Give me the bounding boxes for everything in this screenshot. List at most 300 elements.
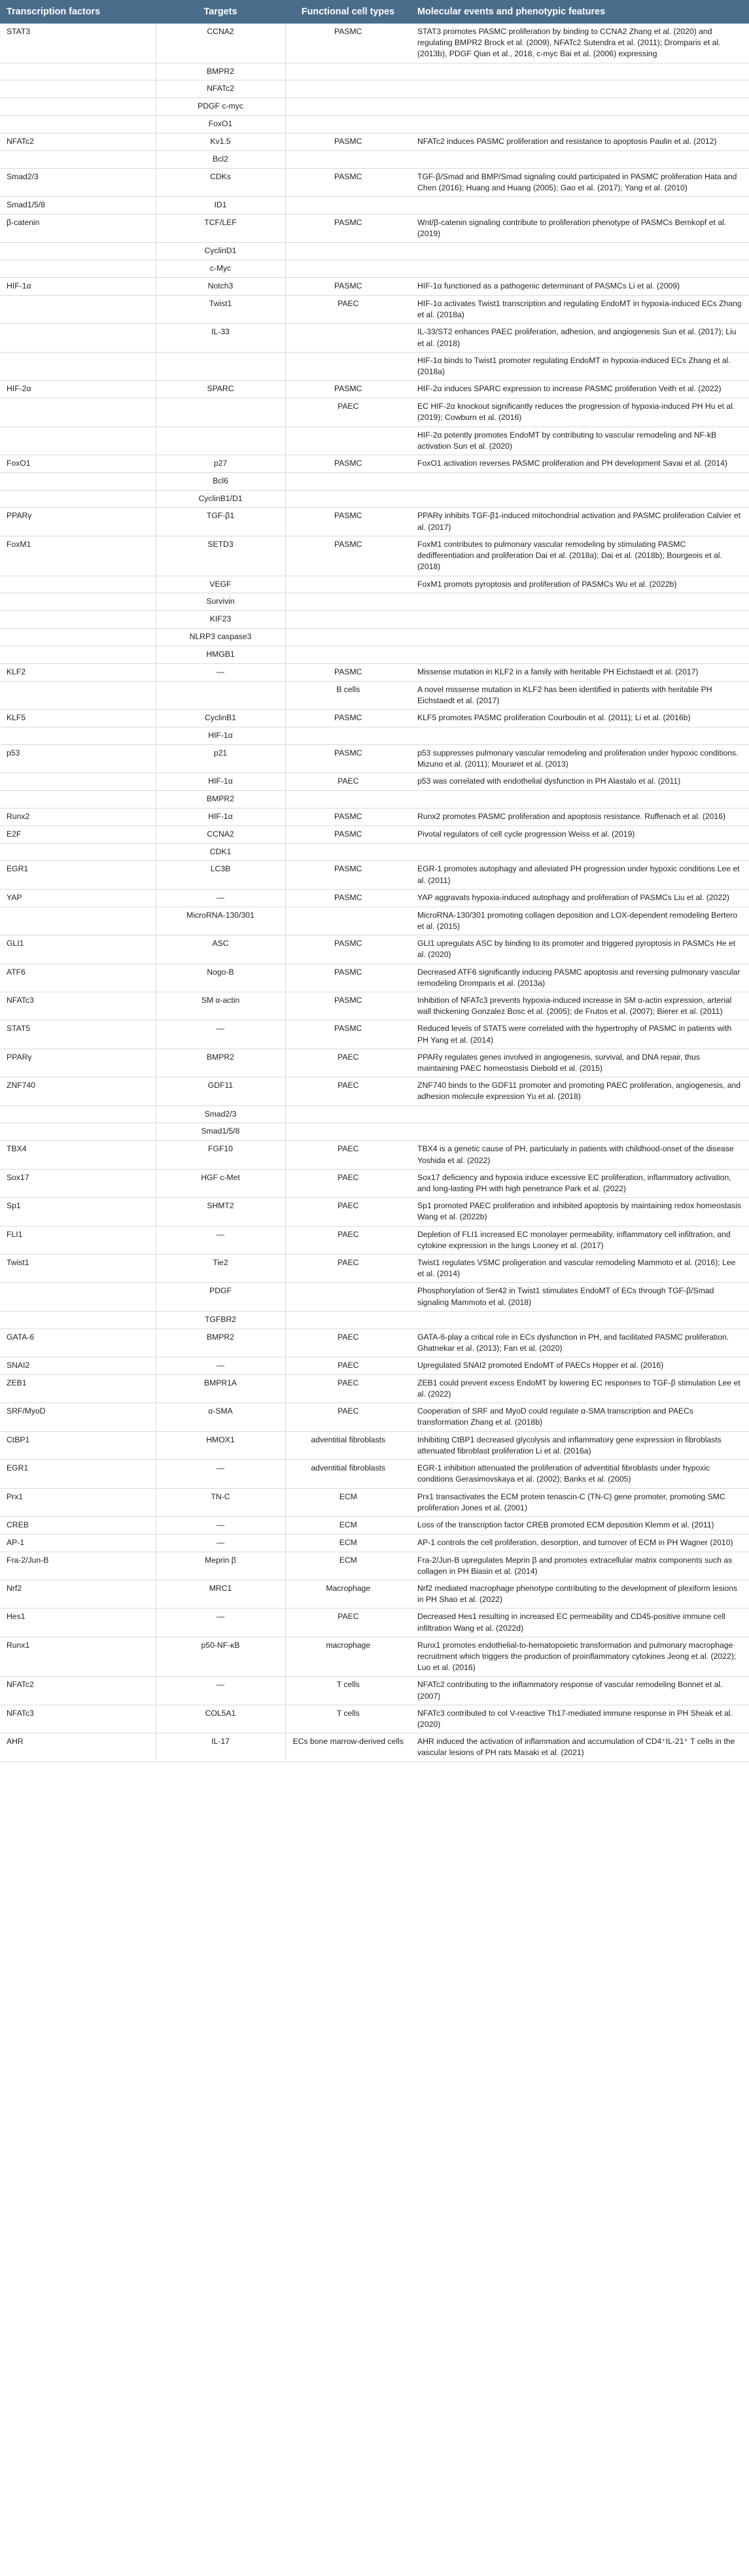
cell-functional-cell-type: PASMC [285, 889, 411, 907]
cell-transcription-factor: NFATc3 [0, 1705, 156, 1733]
table-row [0, 455, 749, 472]
cell-target: BMPR2 [156, 1329, 285, 1357]
table-row [0, 324, 749, 352]
cell-transcription-factor [0, 593, 156, 611]
table-row [0, 133, 749, 151]
cell-molecular-event: Phosphorylation of Ser42 in Twist1 stimulates EndoMT of ECs through TGF-β/Smad signaling Mammoto et al. (2018) [411, 1283, 749, 1311]
cell-molecular-event: Missense mutation in KLF2 in a family with heritable PH Eichstaedt et al. (2017) [411, 663, 749, 681]
cell-functional-cell-type: B cells [285, 681, 411, 709]
table-row [0, 663, 749, 681]
cell-molecular-event: FoxM1 promots pyroptosis and proliferation of PASMCs Wu et al. (2022b) [411, 576, 749, 593]
table-row [0, 1609, 749, 1637]
table-row [0, 681, 749, 709]
cell-molecular-event: HIF-2α potently promotes EndoMT by contributing to vascular remodeling and NF-kB activation Sun et al. (2020) [411, 426, 749, 455]
table-row [0, 490, 749, 508]
cell-target: Tie2 [156, 1254, 285, 1282]
cell-molecular-event: AHR induced the activation of inflammation and accumulation of CD4⁺IL-21⁺ T cells in the vascular lesions of PH rats Masaki et al. (2021) [411, 1733, 749, 1762]
cell-transcription-factor: AP-1 [0, 1534, 156, 1552]
cell-molecular-event: NFATc3 contributed to col V-reactive Th17-mediated immune response in PH Sheak et al. (2020) [411, 1705, 749, 1733]
cell-transcription-factor [0, 629, 156, 646]
cell-molecular-event: STAT3 promotes PASMC proliferation by binding to CCNA2 Zhang et al. (2020) and regulating BMPR2 Brock et al. (2009), NFATc2 Sutendra et al. (2011); Dromparis et al. (2013b), PDGF Qian et al., 2018, c-myc Bai et al. (2006) expressing [411, 24, 749, 63]
cell-functional-cell-type [285, 490, 411, 508]
cell-molecular-event [411, 116, 749, 133]
cell-transcription-factor: HIF-2α [0, 381, 156, 398]
cell-functional-cell-type [285, 116, 411, 133]
cell-functional-cell-type: PASMC [285, 508, 411, 536]
cell-transcription-factor: GLI1 [0, 935, 156, 964]
table-row [0, 1552, 749, 1580]
cell-transcription-factor: GATA-6 [0, 1329, 156, 1357]
cell-molecular-event: AP-1 controls the cell proliferation, desorption, and turnover of ECM in PH Wagner (2010) [411, 1534, 749, 1552]
cell-transcription-factor [0, 681, 156, 709]
cell-functional-cell-type: PASMC [285, 278, 411, 296]
cell-transcription-factor: SNAI2 [0, 1357, 156, 1375]
cell-target: ID1 [156, 197, 285, 215]
cell-molecular-event: TBX4 is a genetic cause of PH, particularly in patients with childhood-onset of the disease Yoshida et al. (2022) [411, 1141, 749, 1169]
table-row [0, 381, 749, 398]
cell-target: Bcl6 [156, 472, 285, 490]
cell-transcription-factor [0, 116, 156, 133]
cell-target: Meprin β [156, 1552, 285, 1580]
table-row [0, 197, 749, 215]
table-row [0, 861, 749, 889]
table-row [0, 826, 749, 843]
cell-molecular-event: p53 was correlated with endothelial dysfunction in PH Alastalo et al. (2011) [411, 773, 749, 791]
cell-functional-cell-type: PAEC [285, 1254, 411, 1282]
cell-transcription-factor: E2F [0, 826, 156, 843]
cell-transcription-factor: FoxM1 [0, 536, 156, 576]
cell-functional-cell-type: adventitial fibroblasts [285, 1431, 411, 1459]
cell-functional-cell-type: PASMC [285, 1020, 411, 1049]
cell-functional-cell-type: PASMC [285, 536, 411, 576]
table-row [0, 1357, 749, 1375]
cell-transcription-factor [0, 243, 156, 260]
cell-molecular-event: p53 suppresses pulmonary vascular remodeling and proliferation under hypoxic conditions. Mizuno et al. (2011); Mouraret et al. (2013) [411, 744, 749, 773]
cell-target: MicroRNA-130/301 [156, 907, 285, 935]
cell-target [156, 398, 285, 426]
cell-functional-cell-type [285, 260, 411, 278]
cell-transcription-factor: Runx1 [0, 1637, 156, 1677]
cell-functional-cell-type: PAEC [285, 1049, 411, 1077]
cell-functional-cell-type: PAEC [285, 773, 411, 791]
cell-target: p27 [156, 455, 285, 472]
cell-transcription-factor [0, 98, 156, 116]
table-row [0, 992, 749, 1020]
cell-functional-cell-type: PAEC [285, 1198, 411, 1226]
cell-molecular-event: FoxO1 activation reverses PASMC proliferation and PH development Savai et al. (2014) [411, 455, 749, 472]
cell-functional-cell-type: PASMC [285, 935, 411, 964]
cell-target: HIF-1α [156, 773, 285, 791]
cell-molecular-event: HIF-1α functioned as a pathogenic determinant of PASMCs Li et al. (2009) [411, 278, 749, 296]
cell-target: KIF23 [156, 611, 285, 629]
cell-functional-cell-type: PASMC [285, 992, 411, 1020]
cell-target: IL-33 [156, 324, 285, 352]
cell-functional-cell-type: PAEC [285, 1609, 411, 1637]
cell-transcription-factor [0, 1283, 156, 1311]
cell-functional-cell-type: PAEC [285, 1357, 411, 1375]
cell-molecular-event: ZNF740 binds to the GDF11 promoter and promoting PAEC proliferation, angiogenesis, and adhesion molecule expression Yu et al. (2018) [411, 1077, 749, 1105]
table-row [0, 150, 749, 168]
cell-molecular-event: Runx1 promotes endothelial-to-hematopoietic transformation and pulmonary macrophage recruitment which triggers the production of proinflammatory cytokines Jeong et al. (2022); Luo et al. (2016) [411, 1637, 749, 1677]
cell-molecular-event: ZEB1 could prevent excess EndoMT by lowering EC responses to TGF-β stimulation Lee et al. (2022) [411, 1374, 749, 1402]
table-row [0, 1516, 749, 1534]
cell-transcription-factor: NFATc3 [0, 992, 156, 1020]
cell-functional-cell-type: PASMC [285, 381, 411, 398]
cell-target: NFATc2 [156, 80, 285, 98]
cell-transcription-factor [0, 398, 156, 426]
cell-molecular-event: Inhibition of NFATc3 prevents hypoxia-induced increase in SM α-actin expression, arterial wall thickening Gonzalez Bosc et al. (2005); de Frutos et al. (2007); Bierer et al. (2011) [411, 992, 749, 1020]
cell-target: — [156, 1516, 285, 1534]
cell-transcription-factor [0, 1105, 156, 1123]
cell-functional-cell-type [285, 197, 411, 215]
table-row [0, 710, 749, 727]
cell-functional-cell-type: PASMC [285, 215, 411, 243]
cell-functional-cell-type: PAEC [285, 1329, 411, 1357]
cell-transcription-factor: ATF6 [0, 964, 156, 992]
header-molecular-events: Molecular events and phenotypic features [411, 0, 749, 24]
table-row [0, 1077, 749, 1105]
cell-target: — [156, 1460, 285, 1488]
cell-transcription-factor: TBX4 [0, 1141, 156, 1169]
table-row [0, 1123, 749, 1141]
cell-target: SPARC [156, 381, 285, 398]
table-row [0, 727, 749, 744]
cell-target: Smad1/5/8 [156, 1123, 285, 1141]
cell-target: COL5A1 [156, 1705, 285, 1733]
cell-target: Survivin [156, 593, 285, 611]
table-row [0, 1329, 749, 1357]
table-row [0, 1169, 749, 1197]
cell-molecular-event: Reduced levels of STAT5 were correlated with the hypertrophy of PASMC in patients with PH Yang et al. (2014) [411, 1020, 749, 1049]
cell-functional-cell-type [285, 63, 411, 80]
cell-transcription-factor [0, 791, 156, 809]
cell-molecular-event: HIF-2α induces SPARC expression to increase PASMC proliferation Veith et al. (2022) [411, 381, 749, 398]
cell-transcription-factor: Hes1 [0, 1609, 156, 1637]
table-row [0, 1460, 749, 1488]
cell-functional-cell-type [285, 1283, 411, 1311]
cell-transcription-factor: CREB [0, 1516, 156, 1534]
header-targets: Targets [156, 0, 285, 24]
cell-functional-cell-type [285, 646, 411, 663]
cell-transcription-factor: CtBP1 [0, 1431, 156, 1459]
cell-molecular-event: MicroRNA-130/301 promoting collagen deposition and LOX-dependent remodeling Bertero et al. (2015) [411, 907, 749, 935]
cell-molecular-event [411, 472, 749, 490]
table-row [0, 1198, 749, 1226]
cell-target: — [156, 1609, 285, 1637]
table-row [0, 1374, 749, 1402]
header-functional-cell-types: Functional cell types [285, 0, 411, 24]
cell-transcription-factor [0, 80, 156, 98]
cell-molecular-event [411, 63, 749, 80]
table-row [0, 278, 749, 296]
cell-molecular-event: GATA-6-play a critical role in ECs dysfunction in PH, and facilitated PASMC proliferation. Ghatnekar et al. (2013); Fan et al. (2020) [411, 1329, 749, 1357]
cell-functional-cell-type [285, 1123, 411, 1141]
cell-target: CyclinB1/D1 [156, 490, 285, 508]
table-row [0, 1020, 749, 1049]
cell-target: TN-C [156, 1488, 285, 1516]
cell-molecular-event [411, 197, 749, 215]
table-row [0, 576, 749, 593]
cell-functional-cell-type: macrophage [285, 1637, 411, 1677]
table-row [0, 808, 749, 826]
cell-molecular-event: HIF-1α binds to Twist1 promoter regulating EndoMT in hypoxia-induced ECs Zhang et al. (2018a) [411, 352, 749, 380]
table-row [0, 1534, 749, 1552]
cell-target: MRC1 [156, 1580, 285, 1609]
table-row [0, 1254, 749, 1282]
table-row [0, 1105, 749, 1123]
cell-transcription-factor [0, 63, 156, 80]
cell-transcription-factor: Sox17 [0, 1169, 156, 1197]
cell-transcription-factor [0, 490, 156, 508]
cell-functional-cell-type: PASMC [285, 744, 411, 773]
table-row [0, 1226, 749, 1254]
cell-target: Kv1.5 [156, 133, 285, 151]
cell-molecular-event: PPARγ inhibits TGF-β1-induced mitochondrial activation and PASMC proliferation Calvier et al. (2017) [411, 508, 749, 536]
table-row [0, 1677, 749, 1705]
cell-functional-cell-type: Macrophage [285, 1580, 411, 1609]
cell-functional-cell-type: ECM [285, 1488, 411, 1516]
table-row [0, 1403, 749, 1431]
cell-molecular-event: EGR-1 promotes autophagy and alleviated PH progression under hypoxic conditions Lee et al. (2011) [411, 861, 749, 889]
cell-molecular-event [411, 629, 749, 646]
table-body [0, 24, 749, 1762]
cell-target: BMPR2 [156, 1049, 285, 1077]
table-row [0, 646, 749, 663]
cell-functional-cell-type [285, 727, 411, 744]
cell-functional-cell-type: T cells [285, 1677, 411, 1705]
cell-transcription-factor: ZNF740 [0, 1077, 156, 1105]
cell-functional-cell-type [285, 611, 411, 629]
cell-target: IL-17 [156, 1733, 285, 1762]
cell-target: — [156, 1677, 285, 1705]
cell-functional-cell-type [285, 1311, 411, 1329]
cell-target: Nogo-B [156, 964, 285, 992]
table-row [0, 243, 749, 260]
cell-molecular-event: EC HIF-2α knockout significantly reduces the progression of hypoxia-induced PH Hu et al. (2019); Cowburn et al. (2016) [411, 398, 749, 426]
cell-target: — [156, 889, 285, 907]
table-row [0, 168, 749, 196]
cell-transcription-factor: FLI1 [0, 1226, 156, 1254]
cell-target: NLRP3 caspase3 [156, 629, 285, 646]
table-row [0, 472, 749, 490]
cell-transcription-factor: EGR1 [0, 1460, 156, 1488]
cell-transcription-factor [0, 843, 156, 861]
cell-transcription-factor: Prx1 [0, 1488, 156, 1516]
cell-target: c-Myc [156, 260, 285, 278]
cell-functional-cell-type: ECM [285, 1552, 411, 1580]
cell-transcription-factor: Smad1/5/8 [0, 197, 156, 215]
cell-molecular-event: GLI1 upregulats ASC by binding to its promoter and triggered pyroptosis in PASMCs He et al. (2020) [411, 935, 749, 964]
cell-transcription-factor: Sp1 [0, 1198, 156, 1226]
cell-molecular-event: Runx2 promotes PASMC proliferation and apoptosis resistance. Ruffenach et al. (2016) [411, 808, 749, 826]
cell-target: Notch3 [156, 278, 285, 296]
cell-transcription-factor: KLF5 [0, 710, 156, 727]
cell-functional-cell-type: PASMC [285, 133, 411, 151]
cell-transcription-factor: HIF-1α [0, 278, 156, 296]
cell-target: TGF-β1 [156, 508, 285, 536]
cell-molecular-event: FoxM1 contributes to pulmonary vascular remodeling by stimulating PASMC dedifferentiation and proliferation Dai et al. (2018a); Dai et al. (2018b); Bourgeois et al. (2018) [411, 536, 749, 576]
cell-functional-cell-type: PAEC [285, 296, 411, 324]
cell-molecular-event [411, 727, 749, 744]
cell-functional-cell-type [285, 150, 411, 168]
cell-target: BMPR2 [156, 791, 285, 809]
cell-transcription-factor [0, 1123, 156, 1141]
cell-functional-cell-type: T cells [285, 1705, 411, 1733]
cell-molecular-event: Depletion of FLI1 increased EC monolayer permeability, inflammatory cell infiltration, and cytokine expression in the lungs Looney et al. (2017) [411, 1226, 749, 1254]
table-row [0, 1049, 749, 1077]
cell-target [156, 352, 285, 380]
cell-functional-cell-type: PAEC [285, 398, 411, 426]
cell-molecular-event: Fra-2/Jun-B upregulates Meprin β and promotes extracellular matrix components such as collagen in PH Biasin et al. (2014) [411, 1552, 749, 1580]
table-row [0, 1141, 749, 1169]
cell-target: SETD3 [156, 536, 285, 576]
cell-target: CCNA2 [156, 24, 285, 63]
cell-molecular-event [411, 98, 749, 116]
table-row [0, 1580, 749, 1609]
cell-molecular-event: PPARγ regulates genes involved in angiogenesis, survival, and DNA repair, thus maintaining PAEC homeostasis Diebold et al. (2015) [411, 1049, 749, 1077]
cell-target: HMGB1 [156, 646, 285, 663]
cell-target: CyclinB1 [156, 710, 285, 727]
cell-target [156, 681, 285, 709]
cell-functional-cell-type [285, 324, 411, 352]
cell-molecular-event: Cooperation of SRF and MyoD could regulate α-SMA transcription and PAECs transformation Zhang et al. (2018b) [411, 1403, 749, 1431]
cell-functional-cell-type: PAEC [285, 1403, 411, 1431]
cell-target: CyclinD1 [156, 243, 285, 260]
cell-molecular-event: Wnt/β-catenin signaling contribute to proliferation phenotype of PASMCs Bernkopf et al. (2019) [411, 215, 749, 243]
cell-transcription-factor [0, 773, 156, 791]
table-row [0, 508, 749, 536]
table-row [0, 611, 749, 629]
table-row [0, 1311, 749, 1329]
cell-molecular-event [411, 1311, 749, 1329]
cell-functional-cell-type: ECM [285, 1516, 411, 1534]
table-row [0, 398, 749, 426]
cell-transcription-factor [0, 426, 156, 455]
cell-target: PDGF c-myc [156, 98, 285, 116]
cell-transcription-factor: Runx2 [0, 808, 156, 826]
cell-functional-cell-type: PASMC [285, 964, 411, 992]
cell-target: Twist1 [156, 296, 285, 324]
cell-target: PDGF [156, 1283, 285, 1311]
cell-target: HGF c-Met [156, 1169, 285, 1197]
cell-target: α-SMA [156, 1403, 285, 1431]
table-row [0, 80, 749, 98]
cell-functional-cell-type: PASMC [285, 455, 411, 472]
cell-functional-cell-type: PAEC [285, 1374, 411, 1402]
cell-molecular-event [411, 791, 749, 809]
table-row [0, 426, 749, 455]
table-row [0, 24, 749, 63]
cell-target: LC3B [156, 861, 285, 889]
cell-functional-cell-type: PASMC [285, 168, 411, 196]
cell-transcription-factor: EGR1 [0, 861, 156, 889]
cell-functional-cell-type: PAEC [285, 1226, 411, 1254]
cell-functional-cell-type [285, 98, 411, 116]
cell-molecular-event: Inhibiting CtBP1 decreased glycolysis and inflammatory gene expression in fibroblasts attenuated fibroblast proliferation Li et al. (2016a) [411, 1431, 749, 1459]
cell-functional-cell-type: PASMC [285, 710, 411, 727]
table-row [0, 1733, 749, 1762]
cell-molecular-event: YAP aggravats hypoxia-induced autophagy and proliferation of PASMCs Liu et al. (2022) [411, 889, 749, 907]
table-header [0, 0, 749, 24]
cell-target: ASC [156, 935, 285, 964]
cell-molecular-event: Loss of the transcription factor CREB promoted ECM deposition Klemm et al. (2011) [411, 1516, 749, 1534]
cell-transcription-factor: NFATc2 [0, 133, 156, 151]
cell-transcription-factor [0, 296, 156, 324]
cell-transcription-factor: NFATc2 [0, 1677, 156, 1705]
cell-target: Bcl2 [156, 150, 285, 168]
cell-molecular-event: Sox17 deficiency and hypoxia induce excessive EC proliferation, inflammatory activation, and long-lasting PH with high penetrance Park et al. (2022) [411, 1169, 749, 1197]
cell-target: HIF-1α [156, 727, 285, 744]
cell-functional-cell-type: PAEC [285, 1141, 411, 1169]
cell-molecular-event [411, 150, 749, 168]
cell-target: — [156, 1020, 285, 1049]
cell-transcription-factor: ZEB1 [0, 1374, 156, 1402]
cell-molecular-event: NFATc2 contributing to the inflammatory response of vascular remodeling Bonnet et al. (2007) [411, 1677, 749, 1705]
cell-functional-cell-type [285, 593, 411, 611]
table-row [0, 536, 749, 576]
cell-target: HIF-1α [156, 808, 285, 826]
cell-functional-cell-type: PASMC [285, 826, 411, 843]
table-row [0, 791, 749, 809]
cell-target: — [156, 663, 285, 681]
cell-molecular-event: Prx1 transactivates the ECM protein tenascin-C (TN-C) gene promoter, promoting SMC proliferation Jones et al. (2001) [411, 1488, 749, 1516]
cell-functional-cell-type [285, 791, 411, 809]
cell-molecular-event [411, 593, 749, 611]
table-row [0, 63, 749, 80]
cell-transcription-factor [0, 646, 156, 663]
cell-transcription-factor [0, 727, 156, 744]
cell-target: SHMT2 [156, 1198, 285, 1226]
cell-functional-cell-type: PAEC [285, 1169, 411, 1197]
cell-molecular-event: Decreased ATF6 significantly inducing PASMC apoptosis and reversing pulmonary vascular remodeling Dromparis et al. (2013a) [411, 964, 749, 992]
cell-functional-cell-type [285, 629, 411, 646]
cell-transcription-factor: Smad2/3 [0, 168, 156, 196]
cell-transcription-factor: Nrf2 [0, 1580, 156, 1609]
cell-transcription-factor: PPARγ [0, 508, 156, 536]
cell-molecular-event [411, 243, 749, 260]
cell-molecular-event [411, 260, 749, 278]
cell-target: TGFBR2 [156, 1311, 285, 1329]
cell-functional-cell-type [285, 576, 411, 593]
cell-molecular-event [411, 646, 749, 663]
table-row [0, 296, 749, 324]
cell-functional-cell-type: ECM [285, 1534, 411, 1552]
cell-molecular-event: KLF5 promotes PASMC proliferation Courboulin et al. (2011); Li et al. (2016b) [411, 710, 749, 727]
table-row [0, 907, 749, 935]
cell-transcription-factor [0, 150, 156, 168]
cell-molecular-event [411, 80, 749, 98]
cell-molecular-event: Twist1 regulates VSMC proligeration and vascular remodeling Mammoto et al. (2016); Lee et al. (2014) [411, 1254, 749, 1282]
cell-molecular-event [411, 843, 749, 861]
cell-transcription-factor: STAT3 [0, 24, 156, 63]
cell-target: GDF11 [156, 1077, 285, 1105]
cell-functional-cell-type [285, 843, 411, 861]
cell-molecular-event: A novel missense mutation in KLF2 has been identified in patients with heritable PH Eichstaedt et al. (2017) [411, 681, 749, 709]
cell-transcription-factor: Fra-2/Jun-B [0, 1552, 156, 1580]
cell-functional-cell-type [285, 472, 411, 490]
cell-transcription-factor [0, 611, 156, 629]
table-row [0, 1283, 749, 1311]
cell-functional-cell-type: PASMC [285, 808, 411, 826]
cell-molecular-event: NFATc2 induces PASMC proliferation and resistance to apoptosis Paulin et al. (2012) [411, 133, 749, 151]
cell-target: SM α-actin [156, 992, 285, 1020]
cell-transcription-factor [0, 260, 156, 278]
table-row [0, 1431, 749, 1459]
table-row [0, 889, 749, 907]
cell-target: FGF10 [156, 1141, 285, 1169]
cell-target: BMPR2 [156, 63, 285, 80]
table-row [0, 215, 749, 243]
